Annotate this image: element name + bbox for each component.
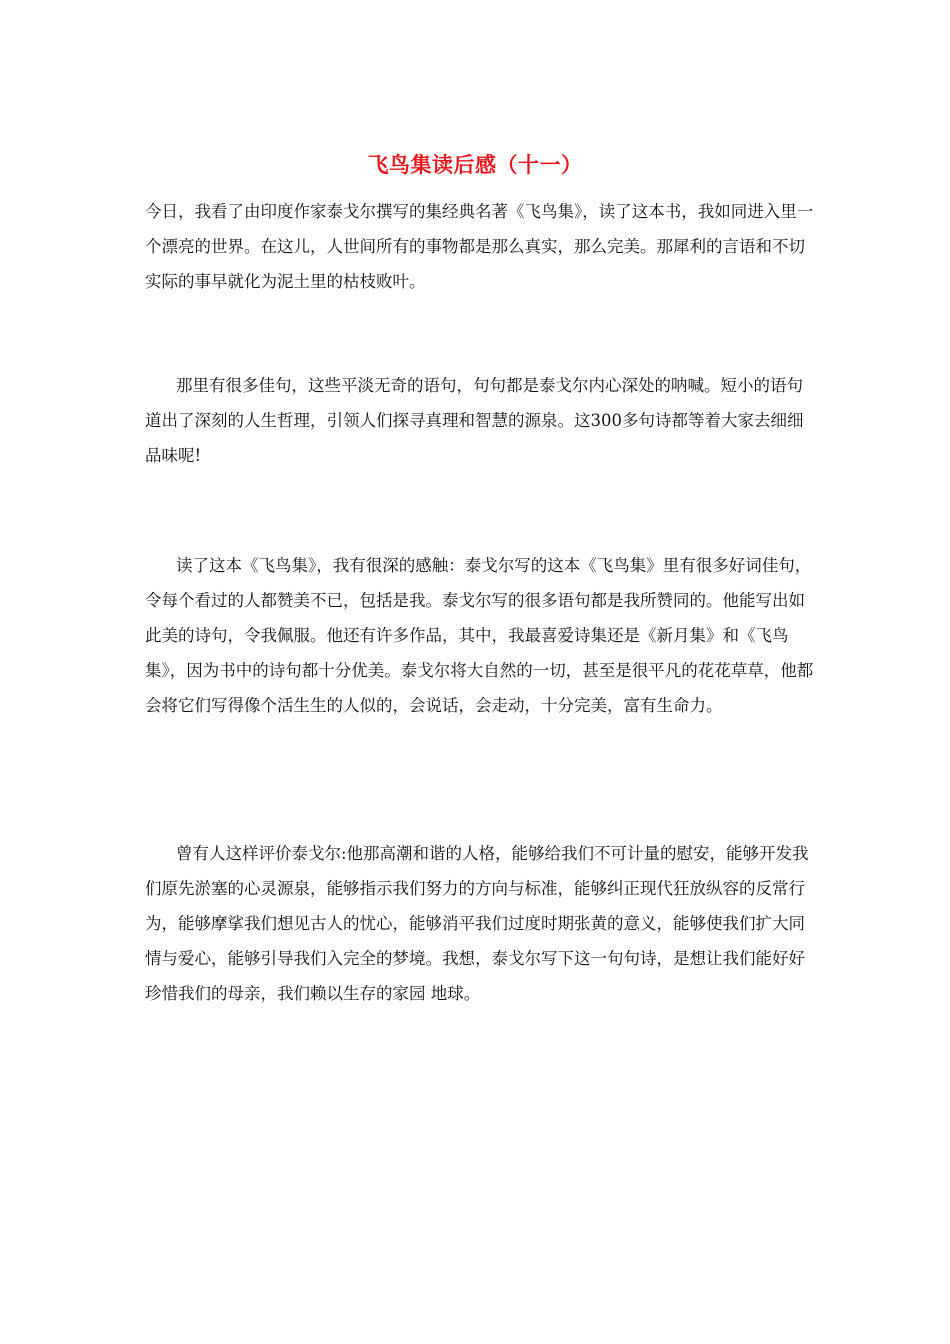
paragraph-intro: 今日，我看了由印度作家泰戈尔撰写的集经典名著《飞鸟集》，读了这本书，我如同进入里一个漂亮的世界。在这儿，人世间所有的事物都是那么真实，那么完美。那犀利的言语和不切实际的事早就化为泥土里的枯枝败叶。 xyxy=(145,202,814,291)
document-title: 飞鸟集读后感（十一） xyxy=(367,152,583,177)
paragraph-evaluation: 曾有人这样评价泰戈尔:他那高潮和谐的人格，能够给我们不可计量的慰安，能够开发我们原先淤塞的心灵源泉，能够指示我们努力的方向与标准，能够纠正现代狂放纵容的反常行为，能够摩挲我们想见古人的忧心，能够消平我们过度时期张黄的意义，能够使我们扩大同情与爱心，能够引导我们入完全的梦境。我想，泰戈尔写下这一句句诗，是想让我们能好好珍惜我们的母亲，我们赖以生存的家园 地球。 xyxy=(145,844,809,1003)
paragraph-impressions: 读了这本《飞鸟集》，我有很深的感触：泰戈尔写的这本《飞鸟集》里有很多好词佳句，令每个看过的人都赞美不已，包括是我。泰戈尔写的很多语句都是我所赞同的。他能写出如此美的诗句，令我佩服。他还有许多作品，其中，我最喜爱诗集还是《新月集》和《飞鸟集》，因为书中的诗句都十分优美。泰戈尔将大自然的一切，甚至是很平凡的花花草草，他都会将它们写得像个活生生的人似的，会说话，会走动，十分完美，富有生命力。 xyxy=(145,556,814,715)
paragraph-verses: 那里有很多佳句，这些平淡无奇的语句，句句都是泰戈尔内心深处的呐喊。短小的语句道出了深刻的人生哲理，引领人们探寻真理和智慧的源泉。这300多句诗都等着大家去细细品味呢! xyxy=(145,376,804,465)
